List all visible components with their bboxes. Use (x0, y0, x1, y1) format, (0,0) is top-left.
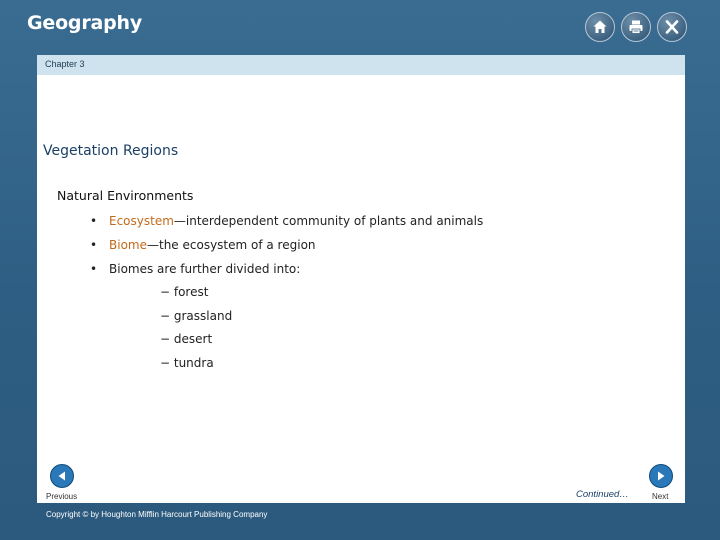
biome-type-list (160, 284, 232, 378)
biome-type-item: − grassland (160, 308, 233, 323)
next-button[interactable] (649, 464, 673, 488)
chapter-label: Chapter 3 (45, 59, 85, 69)
bullet-list (90, 212, 483, 284)
bullet-item (90, 236, 483, 260)
slide-content (37, 75, 685, 503)
home-icon (592, 19, 608, 35)
arrow-right-icon (655, 470, 667, 482)
copyright-text: Copyright © by Houghton Mifflin Harcourt Publishing Company (46, 510, 268, 519)
bullet-item (90, 260, 483, 284)
term-biome: Biome (109, 238, 147, 252)
previous-button[interactable] (50, 464, 74, 488)
previous-label[interactable]: Previous (46, 492, 78, 501)
term-ecosystem: Ecosystem (109, 214, 174, 228)
slide-title: Vegetation Regions (43, 143, 179, 159)
continued-label: Continued… (576, 489, 629, 500)
bullet-text: —the ecosystem of a region (146, 238, 316, 252)
bullet-marker: • (90, 214, 98, 228)
bullet-text: —interdependent community of plants and animals (173, 214, 484, 228)
printer-icon (628, 19, 644, 35)
footer-bar (37, 503, 685, 525)
arrow-left-icon (56, 470, 68, 482)
section-heading: Natural Environments (57, 188, 194, 203)
next-label[interactable]: Next (652, 492, 669, 501)
bullet-item (90, 212, 483, 236)
biome-type-item: − forest (160, 285, 209, 299)
bullet-text: Biomes are further divided into: (109, 262, 301, 276)
print-button[interactable] (621, 12, 651, 42)
close-icon (664, 19, 680, 35)
bullet-marker: • (90, 262, 98, 276)
app-title: Geography (27, 12, 143, 34)
biome-type-item: − tundra (160, 355, 214, 370)
close-button[interactable] (657, 12, 687, 42)
bullet-marker: • (90, 238, 98, 252)
chapter-bar (37, 55, 685, 75)
home-button[interactable] (585, 12, 615, 42)
biome-type-item: − desert (160, 332, 213, 346)
